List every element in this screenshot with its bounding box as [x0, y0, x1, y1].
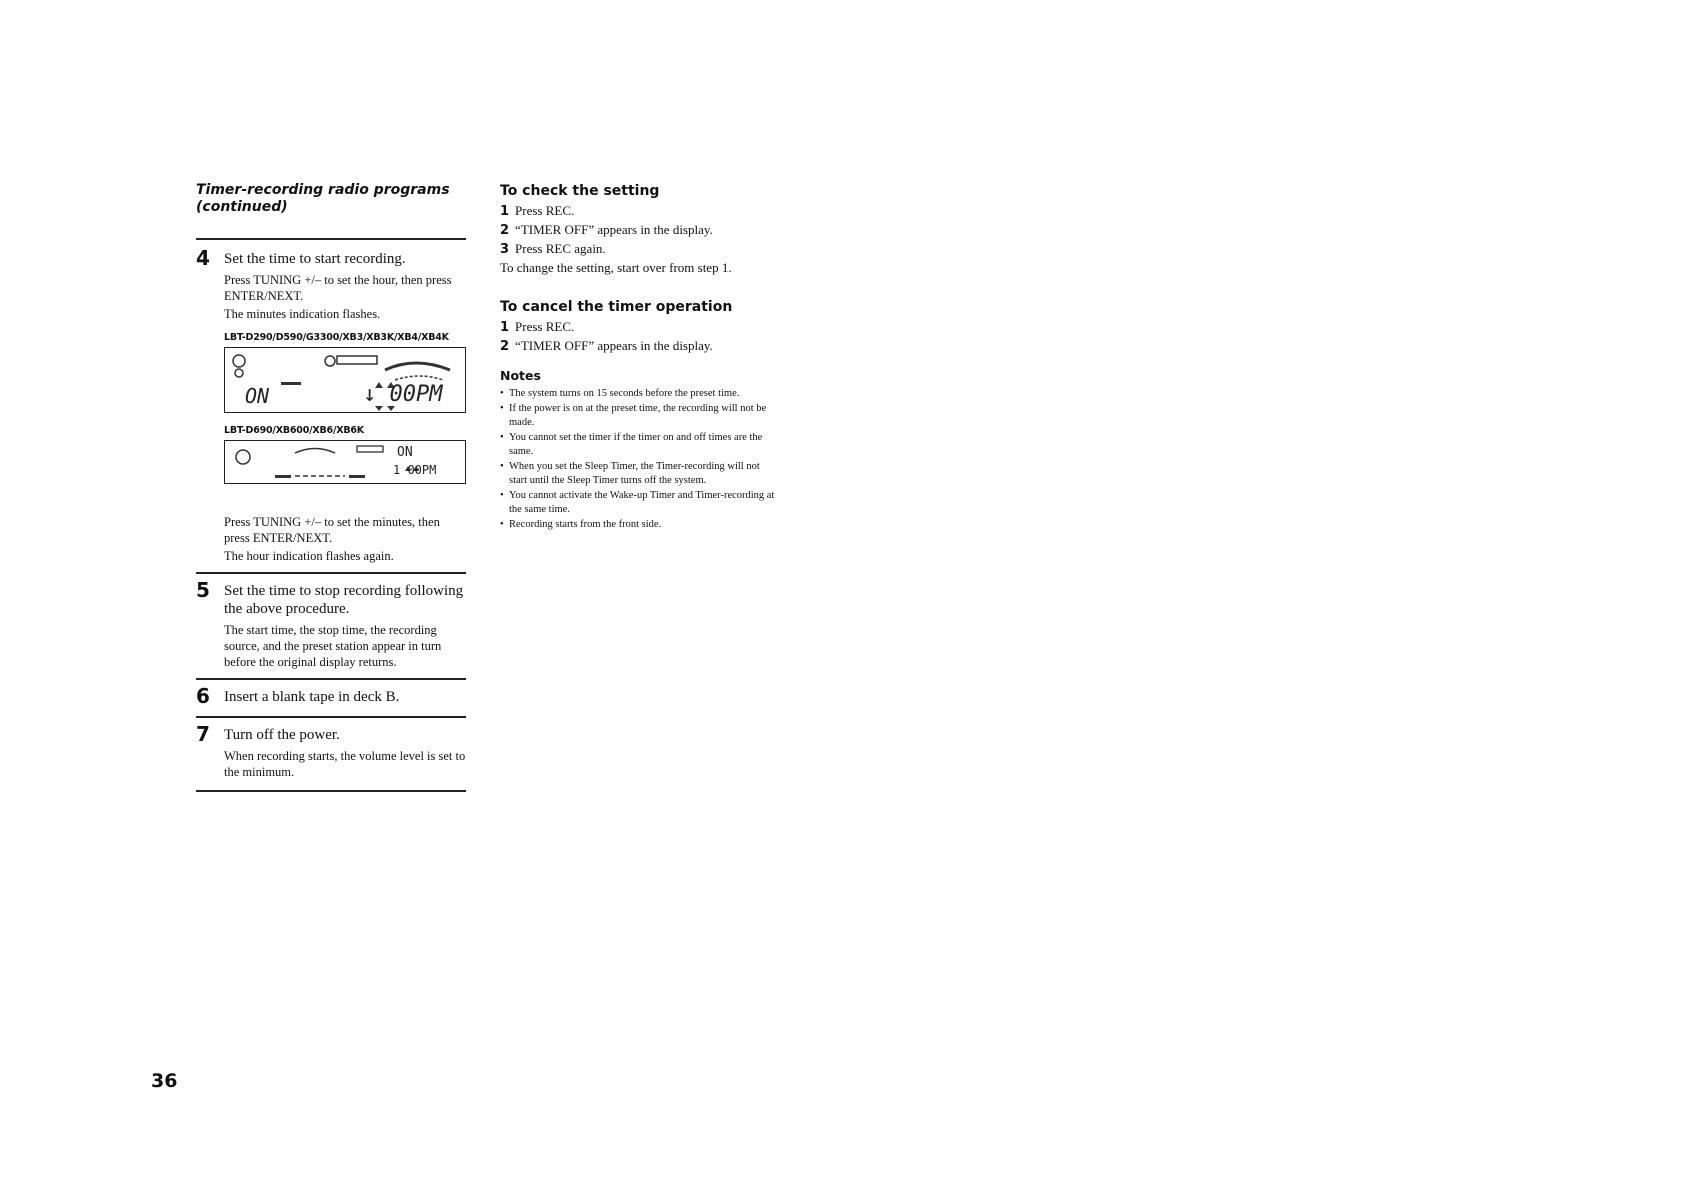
lcd-on-indicator: ON	[245, 384, 270, 408]
step-text: The start time, the stop time, the recording source, and the preset station appear in turn before the original display returns.	[224, 623, 442, 669]
note-item: • Recording starts from the front side.	[500, 518, 779, 532]
step-text: Press TUNING +/– to set the hour, then press ENTER/NEXT.	[224, 273, 452, 303]
step-number: 7	[196, 722, 210, 746]
step-4	[196, 246, 466, 322]
note-item: • You cannot activate the Wake-up Timer and Timer-recording at the same time.	[500, 489, 779, 517]
check-setting-footer: To change the setting, start over from step 1.	[500, 260, 732, 275]
step-heading: Set the time to start recording.	[224, 251, 406, 267]
step-heading: Insert a blank tape in deck B.	[224, 689, 400, 705]
step-7	[196, 722, 466, 780]
item-number: 1	[500, 204, 510, 219]
note-item: • You cannot set the timer if the timer on and off times are the same.	[500, 431, 779, 459]
lcd-on-indicator: ON	[397, 445, 413, 460]
lcd-display-illustration	[224, 440, 466, 484]
section-title: Timer-recording radio programs	[196, 182, 450, 198]
divider	[196, 716, 466, 718]
step-number: 6	[196, 684, 210, 708]
note-item: • When you set the Sleep Timer, the Timer-recording will not start until the Sleep Timer turns off the system.	[500, 460, 779, 488]
lcd-time-readout: 1 00PM	[393, 463, 437, 477]
step-5	[196, 578, 466, 670]
item-number: 1	[500, 320, 510, 335]
step-text: When recording starts, the volume level is set to the minimum.	[224, 749, 466, 779]
notes-heading: Notes	[500, 368, 541, 383]
item-number: 2	[500, 339, 510, 354]
model-label: LBT-D690/XB600/XB6/XB6K	[224, 425, 364, 436]
note-item: • If the power is on at the preset time, the recording will not be made.	[500, 402, 779, 430]
lcd-display-illustration	[224, 347, 466, 413]
list-item	[500, 318, 790, 337]
divider	[196, 790, 466, 792]
divider	[196, 572, 466, 574]
section-title-continued: (continued)	[196, 199, 288, 215]
check-setting-heading: To check the setting	[500, 183, 660, 199]
divider	[196, 238, 466, 240]
item-text: Press REC.	[515, 319, 575, 334]
step-6	[196, 684, 466, 708]
item-text: Press REC.	[515, 203, 575, 218]
model-label: LBT-D290/D590/G3300/XB3/XB3K/XB4/XB4K	[224, 332, 449, 343]
step-text: Press TUNING +/– to set the minutes, then press ENTER/NEXT.	[224, 515, 440, 545]
list-item	[500, 202, 790, 221]
step-heading: Set the time to stop recording following the above procedure.	[224, 583, 464, 617]
step-4-continued	[196, 514, 466, 564]
list-item	[500, 337, 790, 356]
left-column	[196, 182, 466, 792]
item-text: “TIMER OFF” appears in the display.	[515, 222, 713, 237]
divider	[196, 678, 466, 680]
item-number: 3	[500, 242, 510, 257]
list-item	[500, 240, 790, 259]
step-heading: Turn off the power.	[224, 727, 340, 743]
page-number: 36	[151, 1070, 178, 1092]
step-text: The minutes indication flashes.	[224, 307, 381, 321]
cancel-timer-heading: To cancel the timer operation	[500, 299, 733, 315]
step-number: 4	[196, 246, 210, 270]
item-text: Press REC again.	[515, 241, 606, 256]
list-item	[500, 221, 790, 240]
lcd-time-readout: ↓ 00PM	[363, 382, 443, 407]
item-number: 2	[500, 223, 510, 238]
step-number: 5	[196, 578, 210, 602]
right-column	[500, 183, 790, 533]
step-text: The hour indication flashes again.	[224, 549, 394, 563]
item-text: “TIMER OFF” appears in the display.	[515, 338, 713, 353]
note-item: • The system turns on 15 seconds before the preset time.	[500, 387, 779, 401]
